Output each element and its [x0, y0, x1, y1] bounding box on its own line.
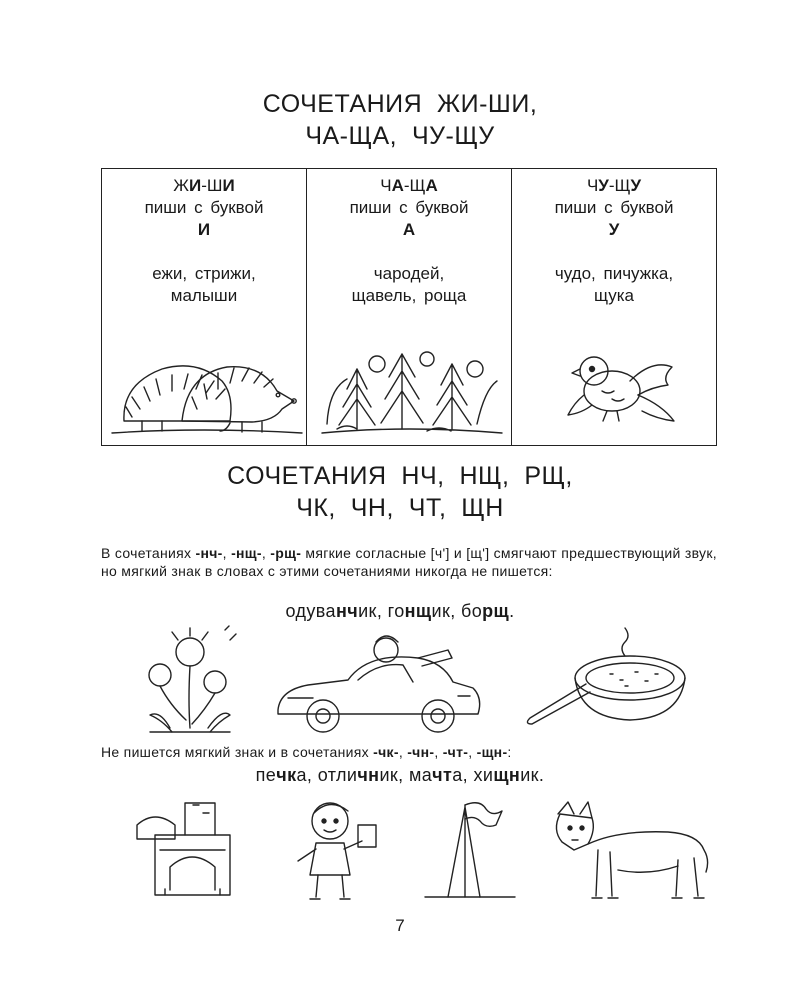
hedgehogs-illustration	[102, 329, 307, 439]
text-fragment: ,	[398, 744, 408, 760]
car-driver-illustration	[268, 630, 488, 738]
bold-fragment: -чн-	[407, 744, 435, 760]
text-fragment: а, хи	[452, 765, 494, 785]
stove-illustration	[135, 795, 250, 900]
text-fragment: .	[509, 601, 515, 621]
text-fragment: ,	[222, 545, 232, 561]
page-number: 7	[395, 916, 405, 935]
bird-illustration	[512, 329, 717, 439]
bold-fragment: -нщ-	[231, 545, 262, 561]
text-fragment: Ж	[173, 176, 189, 195]
text-fragment: ик, ма	[379, 765, 433, 785]
bold-fragment: А	[425, 176, 438, 195]
bold-fragment: чк	[276, 765, 297, 785]
bold-fragment: И	[189, 176, 202, 195]
rules-table	[101, 168, 717, 446]
bold-fragment: -нч-	[195, 545, 223, 561]
bold-fragment: щн	[493, 765, 521, 785]
rule-examples-line-2: щука	[594, 286, 634, 305]
bold-fragment: И	[222, 176, 235, 195]
bold-fragment: -чт-	[442, 744, 469, 760]
predator-wolf-illustration	[548, 800, 713, 900]
bold-fragment: нщ	[404, 601, 432, 621]
bold-fragment: -щн-	[476, 744, 508, 760]
borscht-bowl-illustration	[520, 626, 690, 730]
rule-combo	[309, 175, 509, 197]
text-fragment: Ч	[380, 176, 392, 195]
rule-examples-line-1: ежи, стрижи,	[152, 264, 256, 283]
rule-combo	[514, 175, 714, 197]
bold-fragment: -рщ-	[270, 545, 302, 561]
text-fragment: -Щ	[608, 176, 631, 195]
rule-combo	[104, 175, 304, 197]
rule-letter: У	[608, 220, 620, 239]
text-fragment: ик.	[520, 765, 545, 785]
rule-examples-line-1: чудо, пичужка,	[554, 264, 674, 283]
section-title-line-1: СОЧЕТАНИЯ НЧ, НЩ, РЩ,	[227, 462, 573, 490]
bold-fragment: У	[630, 176, 642, 195]
text-fragment: :	[507, 744, 512, 760]
text-fragment: ,	[261, 545, 271, 561]
text-fragment: Ч	[586, 176, 599, 195]
rule-instruction: пиши с буквой	[349, 198, 469, 217]
grove-illustration	[307, 329, 512, 439]
section-title-line-2: ЧА-ЩА, ЧУ-ЩУ	[305, 122, 495, 150]
mast-illustration	[420, 795, 520, 900]
rule-paragraph-2	[101, 743, 717, 761]
text-fragment: мягкие согласные [ч'] и [щ'] смягчают предшествующий звук, но мягкий знак в словах с этими сочетаниями никогда не пишется:	[101, 545, 717, 579]
bold-fragment: У	[598, 176, 609, 195]
rule-examples-line-2: малыши	[170, 286, 238, 305]
bold-fragment: рщ	[482, 601, 510, 621]
text-fragment: -Ш	[201, 176, 223, 195]
text-fragment: ик, бо	[431, 601, 483, 621]
text-fragment: В сочетаниях	[101, 545, 196, 561]
schoolboy-illustration	[290, 795, 380, 903]
bold-fragment: чн	[357, 765, 380, 785]
text-fragment: одува	[285, 601, 336, 621]
text-fragment: -Щ	[403, 176, 426, 195]
rule-cell-chu-schu	[512, 169, 717, 446]
section-title-line-1: СОЧЕТАНИЯ ЖИ-ШИ,	[262, 90, 538, 118]
bold-fragment: -чк-	[373, 744, 399, 760]
text-fragment: ик, го	[358, 601, 405, 621]
text-fragment: пе	[255, 765, 277, 785]
bold-fragment: нч	[335, 601, 359, 621]
dandelion-illustration	[130, 620, 245, 735]
rule-cell-zhi-shi	[102, 169, 307, 446]
text-fragment: Не пишется мягкий знак и в сочетаниях	[101, 744, 374, 760]
text-fragment: а, отли	[296, 765, 358, 785]
rule-examples-line-2: щавель, роща	[351, 286, 467, 305]
section-title-line-2: ЧК, ЧН, ЧТ, ЩН	[296, 494, 504, 522]
examples-line-2	[0, 764, 800, 786]
text-fragment: ,	[434, 744, 443, 760]
rule-instruction: пиши с буквой	[144, 198, 264, 217]
rule-letter: А	[402, 220, 416, 239]
rule-instruction: пиши с буквой	[554, 198, 674, 217]
bold-fragment: А	[391, 176, 404, 195]
section-title-nch-nsch	[0, 460, 800, 524]
rule-letter: И	[197, 220, 211, 239]
examples-line-1	[0, 600, 800, 622]
rule-cell-cha-scha	[307, 169, 512, 446]
text-fragment: ,	[468, 744, 477, 760]
bold-fragment: чт	[432, 765, 453, 785]
rule-examples-line-1: чародей,	[373, 264, 445, 283]
section-title-zhi-shi	[0, 88, 800, 152]
rule-paragraph-1	[101, 544, 717, 580]
